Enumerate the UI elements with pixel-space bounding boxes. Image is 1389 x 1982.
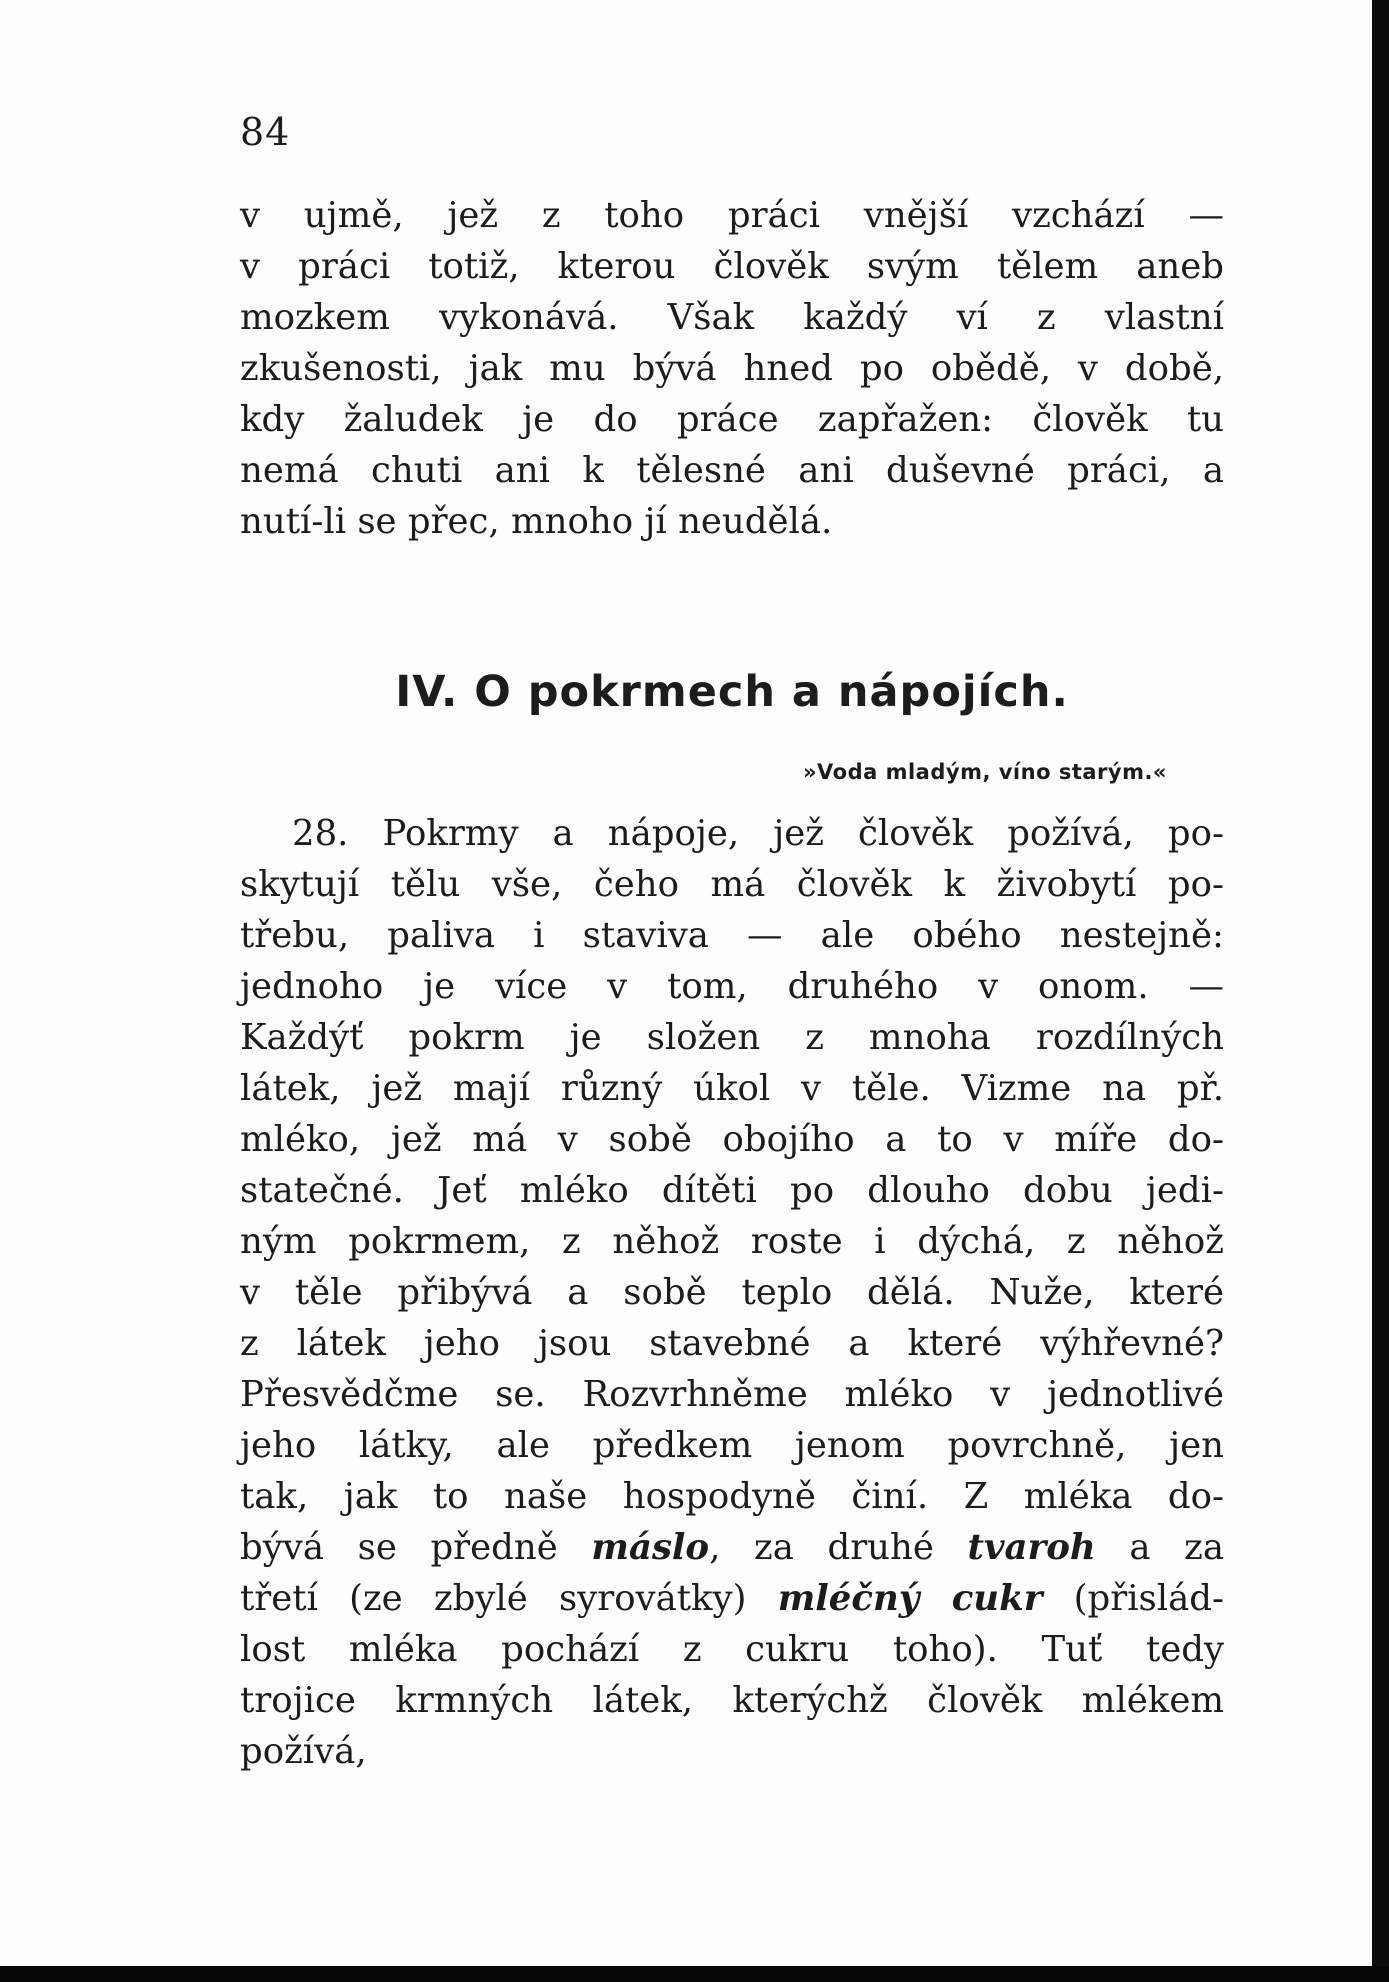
text-line: 28. Pokrmy a nápoje, jež člověk požívá, po- [292,813,1224,854]
text-line [240,1522,1224,1573]
text-line: mléko, jež má v sobě obojího a to v míře do- [240,1119,1224,1160]
text-segment: a za [1095,1527,1225,1568]
text-line: požívá, [240,1731,367,1772]
chapter-heading: IV. O pokrmech a nápojích. [395,667,1069,717]
text-line: trojice krmných látek, kterýchž člověk mlékem [240,1680,1224,1721]
text-segment: , za druhé [709,1527,968,1568]
text-line: Každýť pokrm je složen z mnoha rozdílných [240,1017,1224,1058]
text-line: tak, jak to naše hospodyně činí. Z mléka do- [240,1476,1224,1517]
text-line: statečné. Jeť mléko dítěti po dlouho dobu jedi- [240,1170,1224,1211]
text-line: nemá chuti ani k tělesné ani duševné práci, a [240,450,1224,491]
text-line: Přesvědčme se. Rozvrhněme mléko v jednotlivé [240,1374,1224,1415]
text-segment: bývá se předně [240,1527,592,1568]
text-line: mozkem vykonává. Však každý ví z vlastní [240,297,1224,338]
text-line: jednoho je více v tom, druhého v onom. — [240,966,1224,1007]
paragraph-28 [240,808,1224,1777]
term-mlecny-cukr: mléčný cukr [777,1578,1043,1619]
page-edge-bottom [0,1966,1389,1982]
text-line: v práci totiž, kterou člověk svým tělem aneb [240,246,1224,287]
epigraph: »Voda mladým, víno starým.« [802,760,1167,784]
term-tvaroh: tvaroh [967,1527,1096,1568]
paragraph-continued [240,190,1224,547]
text-line: jeho látky, ale předkem jenom povrchně, jen [240,1425,1224,1466]
text-line [240,1573,1224,1624]
text-line: látek, jež mají různý úkol v těle. Vizme na př. [240,1068,1224,1109]
text-segment: (přislád- [1042,1578,1225,1619]
text-line: v těle přibývá a sobě teplo dělá. Nuže, které [240,1272,1224,1313]
text-line: kdy žaludek je do práce zapřažen: člověk tu [240,399,1224,440]
text-line: lost mléka pochází z cukru toho). Tuť tedy [240,1629,1224,1670]
term-maslo: máslo [591,1527,710,1568]
text-line: v ujmě, jež z toho práci vnější vzchází — [240,195,1224,236]
text-segment: třetí (ze zbylé syrovátky) [240,1578,778,1619]
text-line: nutí-li se přec, mnoho jí neudělá. [240,501,833,542]
text-line: skytují tělu vše, čeho má člověk k živobytí po- [240,864,1224,905]
page-edge-right [1372,0,1389,1982]
text-line: zkušenosti, jak mu bývá hned po obědě, v době, [240,348,1224,389]
text-line: ným pokrmem, z něhož roste i dýchá, z něhož [240,1221,1224,1262]
page-number: 84 [240,110,291,154]
text-line: z látek jeho jsou stavebné a které výhřevné? [240,1323,1224,1364]
text-line: třebu, paliva i staviva — ale obého nestejně: [240,915,1224,956]
